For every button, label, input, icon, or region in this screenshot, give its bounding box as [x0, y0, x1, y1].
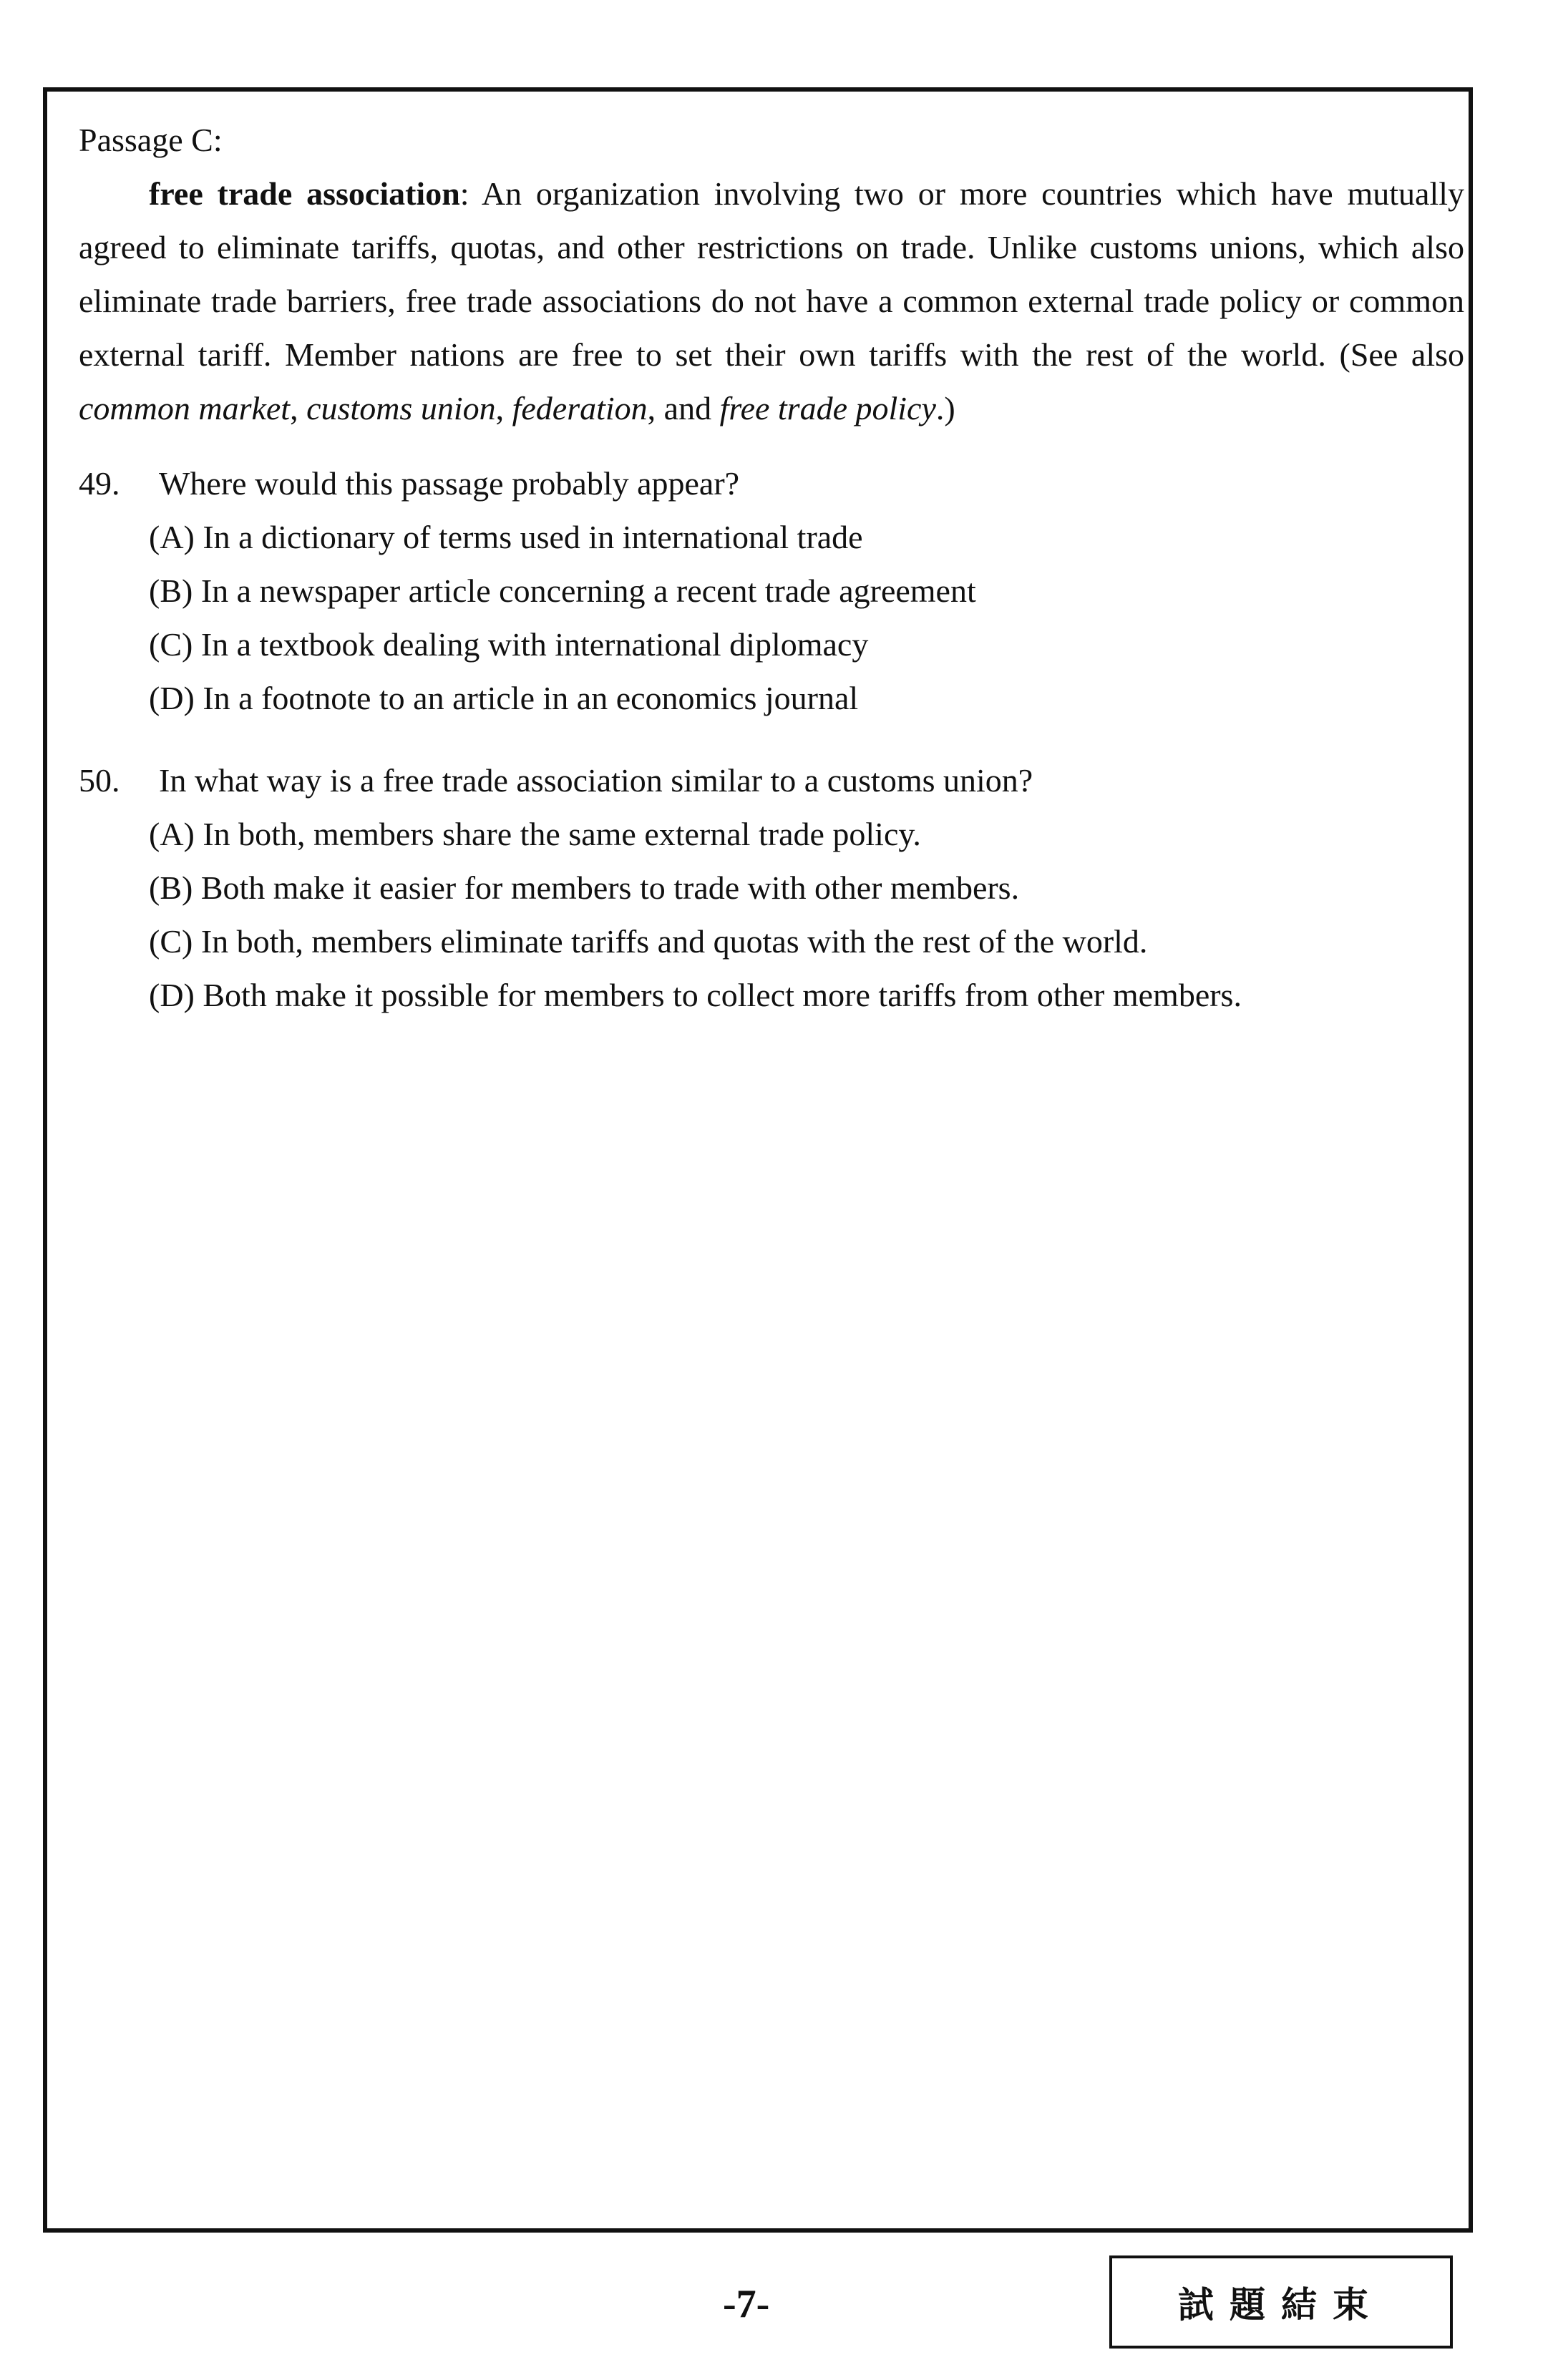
exam-content — [79, 113, 1464, 1022]
question-49 — [79, 457, 1464, 725]
definition-text: An organization involving two or more countries which have mutually agreed to eliminate tariffs, quotas, and other restrictions on trade. Unlike customs unions, which also eliminate trade barriers, free trade associations do not have a common external trade policy or common external tariff. Member nations are free to set their own tariffs with the rest of the world. (See also — [79, 175, 1465, 373]
exam-frame — [43, 87, 1473, 2233]
option-d: (D) Both make it possible for members to collect more tariffs from other members. — [149, 977, 1242, 1013]
see-also-customs-union: customs union — [306, 390, 496, 426]
option-a: (A) In both, members share the same external trade policy. — [149, 816, 921, 852]
option-a: (A) In a dictionary of terms used in international trade — [149, 519, 863, 555]
see-also-separator: , and — [647, 390, 720, 426]
page-number: -7- — [723, 2282, 770, 2326]
question-stem — [79, 457, 1464, 510]
option-b: (B) In a newspaper article concerning a recent trade agreement — [149, 572, 976, 609]
see-also-federation: federation — [512, 390, 648, 426]
exam-end-box — [1109, 2255, 1453, 2349]
option-c: (C) In a textbook dealing with international diplomacy — [149, 626, 869, 663]
option-c: (C) In both, members eliminate tariffs and quotas with the rest of the world. — [149, 923, 1148, 960]
question-number: 49. — [79, 465, 120, 502]
see-also-closing: .) — [935, 390, 955, 426]
see-also-separator: , — [290, 390, 307, 426]
question-text: Where would this passage probably appear? — [159, 465, 740, 502]
see-also-free-trade-policy: free trade policy — [719, 390, 936, 426]
question-number: 50. — [79, 762, 120, 799]
option-b: (B) Both make it easier for members to trade with other members. — [149, 869, 1020, 906]
see-also-separator: , — [495, 390, 512, 426]
exam-end-label: 試題結束 — [1178, 2284, 1384, 2326]
question-text: In what way is a free trade association similar to a customs union? — [159, 762, 1033, 799]
question-50 — [79, 753, 1464, 1022]
term-colon: : — [459, 175, 469, 212]
passage-definition — [79, 167, 1464, 435]
see-also-common-market: common market — [79, 390, 291, 426]
glossary-term: free trade association — [149, 175, 460, 212]
question-stem — [79, 753, 1464, 807]
passage-label: Passage C: — [79, 122, 223, 158]
option-d: (D) In a footnote to an article in an economics journal — [149, 680, 859, 716]
